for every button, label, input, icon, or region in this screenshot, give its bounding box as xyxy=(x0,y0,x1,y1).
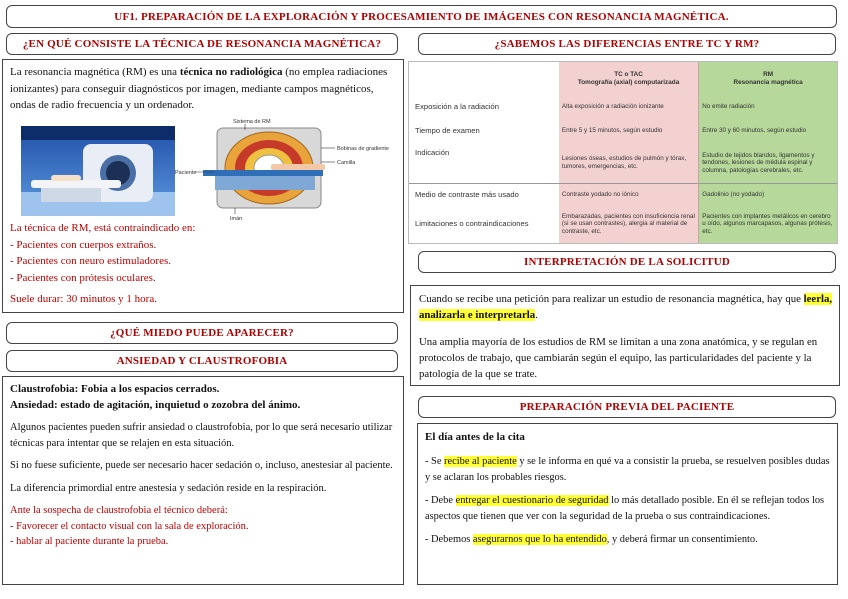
claustro-actions xyxy=(10,503,398,550)
diagram-label-camilla: Camilla xyxy=(337,160,356,166)
diagram-label-paciente: Paciente xyxy=(175,170,197,176)
solicitud-p2: Una amplia mayoría de los estudios de RM se limitan a una zona anatómica, y se regulan en protocolos de trabajo, que cambiarán según el equipo, las particularidades del paciente y la patología de la que se trate. xyxy=(419,336,818,380)
table-row xyxy=(409,119,837,143)
solicitud-p1a: Cuando se recibe una petición para realizar un estudio de resonancia magnética, hay que xyxy=(419,293,804,305)
prep-heading-text: PREPARACIÓN PREVIA DEL PACIENTE xyxy=(519,401,735,413)
col-rm-sub: Resonancia magnética xyxy=(733,78,803,86)
rm-intro xyxy=(10,64,395,114)
miedo-panel xyxy=(2,376,404,585)
miedo-p1: Algunos pacientes pueden sufrir ansiedad o claustrofobia, por lo que será necesario utilizar técnicas para intentar que se relajen en esta situación. xyxy=(10,422,393,449)
rm-intro-b: (no emplea radiaciones ionizantes) para conseguir diagnósticos por imagen, mediante campos magnéticos, ondas de radio frecuencia y un ordenador. xyxy=(10,66,388,111)
miedo-p3: La diferencia primordial entre anestesia y sedación reside en la respiración. xyxy=(10,482,327,494)
row-rm: Gadolinio (no yodado) xyxy=(699,183,837,205)
diagram-label-system: Sistema de RM xyxy=(233,119,271,125)
prep-item-1 xyxy=(425,454,833,485)
row-rm: Estudio de tejidos blandos, ligamentos y tendones, lesiones de médula espinal y columna, patologías cerebrales, etc. xyxy=(699,143,837,183)
solicitud-heading-text: INTERPRETACIÓN DE LA SOLICITUD xyxy=(524,256,730,268)
prep-item-3 xyxy=(425,532,833,548)
mri-room-illustration xyxy=(21,126,186,216)
comparison-table-grid xyxy=(409,62,837,243)
row-ct: Lesiones óseas, estudios de pulmón y tórax, tumores, emergencias, etc. xyxy=(559,143,699,183)
rm-duration: Suele durar: 30 minutos y 1 hora. xyxy=(10,293,157,305)
prep-content xyxy=(425,429,833,548)
prep-item-1b: y se le informa en qué va a consistir la prueba, se resuelven posibles dudas y se aclaran los probables riesgos. xyxy=(425,456,830,483)
rm-heading xyxy=(6,33,398,55)
prep-heading xyxy=(418,396,836,418)
solicitud-heading xyxy=(418,251,836,273)
row-rm: Pacientes con implantes metálicos en cerebro u oído, algunos marcapasos, algunas prótesis, etc. xyxy=(699,205,837,243)
mri-room-photo xyxy=(21,126,186,216)
table-header-rm xyxy=(699,62,837,95)
miedo-heading-text: ¿QUÉ MIEDO PUEDE APARECER? xyxy=(110,327,294,339)
page-title xyxy=(6,5,837,28)
table-row xyxy=(409,183,837,205)
claustro-title: Ante la sospecha de claustrofobia el técnico deberá: xyxy=(10,505,228,516)
row-label: Limitaciones o contraindicaciones xyxy=(415,219,529,229)
prep-item-1-highlight: recibe al paciente xyxy=(444,456,517,467)
prep-item-3b: , y deberá firmar un consentimiento. xyxy=(606,534,758,545)
table-row xyxy=(409,95,837,119)
solicitud-panel xyxy=(410,285,840,386)
row-rm: Entre 30 y 60 minutos, según estudio xyxy=(699,119,837,143)
miedo-content xyxy=(10,381,398,550)
mri-scanner-diagram xyxy=(175,116,395,222)
solicitud-p1 xyxy=(419,291,833,323)
contra-item: - Pacientes con cuerpos extraños. xyxy=(10,238,157,251)
solicitud-p1b: . xyxy=(535,309,538,321)
row-label: Medio de contraste más usado xyxy=(409,183,559,205)
rm-intro-a: La resonancia magnética (RM) es una xyxy=(10,66,180,78)
diagram-label-iman: Imán xyxy=(230,216,243,222)
col-ct-label: TC o TAC xyxy=(614,71,643,78)
claustro-item: - Favorecer el contacto visual con la sala de exploración. xyxy=(10,520,249,532)
prep-day: El día antes de la cita xyxy=(425,431,525,443)
diff-heading-text: ¿SABEMOS LAS DIFERENCIAS ENTRE TC Y RM? xyxy=(494,38,760,50)
row-ct: Entre 5 y 15 minutos, según estudio xyxy=(559,119,699,143)
table-header-row xyxy=(409,62,837,95)
rm-panel xyxy=(2,59,404,313)
row-ct: Alta exposición a radiación ionizante xyxy=(559,95,699,119)
row-label: Exposición a la radiación xyxy=(415,102,500,112)
rm-contraindications xyxy=(10,220,395,308)
diagram-label-gradient: Bobinas de gradiente xyxy=(337,146,389,152)
ansiedad-heading xyxy=(6,350,398,372)
prep-item-2 xyxy=(425,493,833,524)
contra-item: - Pacientes con prótesis oculares. xyxy=(10,271,156,284)
page-title-text: UF1. PREPARACIÓN DE LA EXPLORACIÓN Y PROCESAMIENTO DE IMÁGENES CON RESONANCIA MAGNÉTICA. xyxy=(114,10,729,23)
solicitud-content xyxy=(419,291,833,382)
miedo-heading xyxy=(6,322,398,344)
table-row xyxy=(409,205,837,243)
prep-item-2-highlight: entregar el cuestionario de seguridad xyxy=(455,495,609,506)
contra-title: La técnica de RM, está contraindicado en: xyxy=(10,222,196,234)
rm-intro-bold: técnica no radiológica xyxy=(179,66,283,78)
col-ct-sub: Tomografía (axial) computarizada xyxy=(577,78,680,86)
comparison-table xyxy=(408,61,838,244)
rm-heading-text: ¿EN QUÉ CONSISTE LA TÉCNICA DE RESONANCIA MAGNÉTICA? xyxy=(22,38,382,50)
def-claustrofobia: Claustrofobia: Fobia a los espacios cerrados. xyxy=(10,383,220,395)
prep-item-1a: - Se xyxy=(425,456,445,467)
miedo-p2: Si no fuese suficiente, puede ser necesario hacer sedación o, incluso, anestesiar al paciente. xyxy=(10,460,393,471)
claustro-item: - hablar al paciente durante la prueba. xyxy=(10,536,169,547)
prep-item-2a: - Debe xyxy=(425,495,456,506)
row-ct: Contraste yodado no iónico xyxy=(559,183,699,205)
prep-panel xyxy=(417,423,838,585)
contra-item: - Pacientes con neuro estimuladores. xyxy=(10,255,171,267)
diff-heading xyxy=(418,33,836,55)
table-header-ct xyxy=(559,62,699,95)
row-rm: No emite radiación xyxy=(699,95,837,119)
ansiedad-heading-text: ANSIEDAD Y CLAUSTROFOBIA xyxy=(116,355,288,367)
solicitud-highlight: leerla, analizarla e interpretarla xyxy=(419,293,833,321)
col-rm-label: RM xyxy=(763,71,774,78)
mri-diagram xyxy=(175,116,395,222)
row-ct: Embarazadas, pacientes con insuficiencia renal (si se usan contrastes), alergia al material de contraste, etc. xyxy=(559,205,699,243)
table-header-empty xyxy=(409,62,559,95)
prep-item-3-highlight: asegurarnos que lo ha entendido xyxy=(472,534,607,545)
def-ansiedad: Ansiedad: estado de agitación, inquietud o zozobra del ánimo. xyxy=(10,399,301,411)
prep-item-3a: - Debemos xyxy=(425,534,473,545)
row-label: Indicación xyxy=(415,148,450,157)
row-label: Tiempo de examen xyxy=(415,126,480,136)
prep-item-2b: lo más detallado posible. En él se reflejan todos los aspectos que tienen que ver con la seguridad de la prueba o sus contraindicaciones. xyxy=(425,495,825,522)
table-row xyxy=(409,143,837,183)
